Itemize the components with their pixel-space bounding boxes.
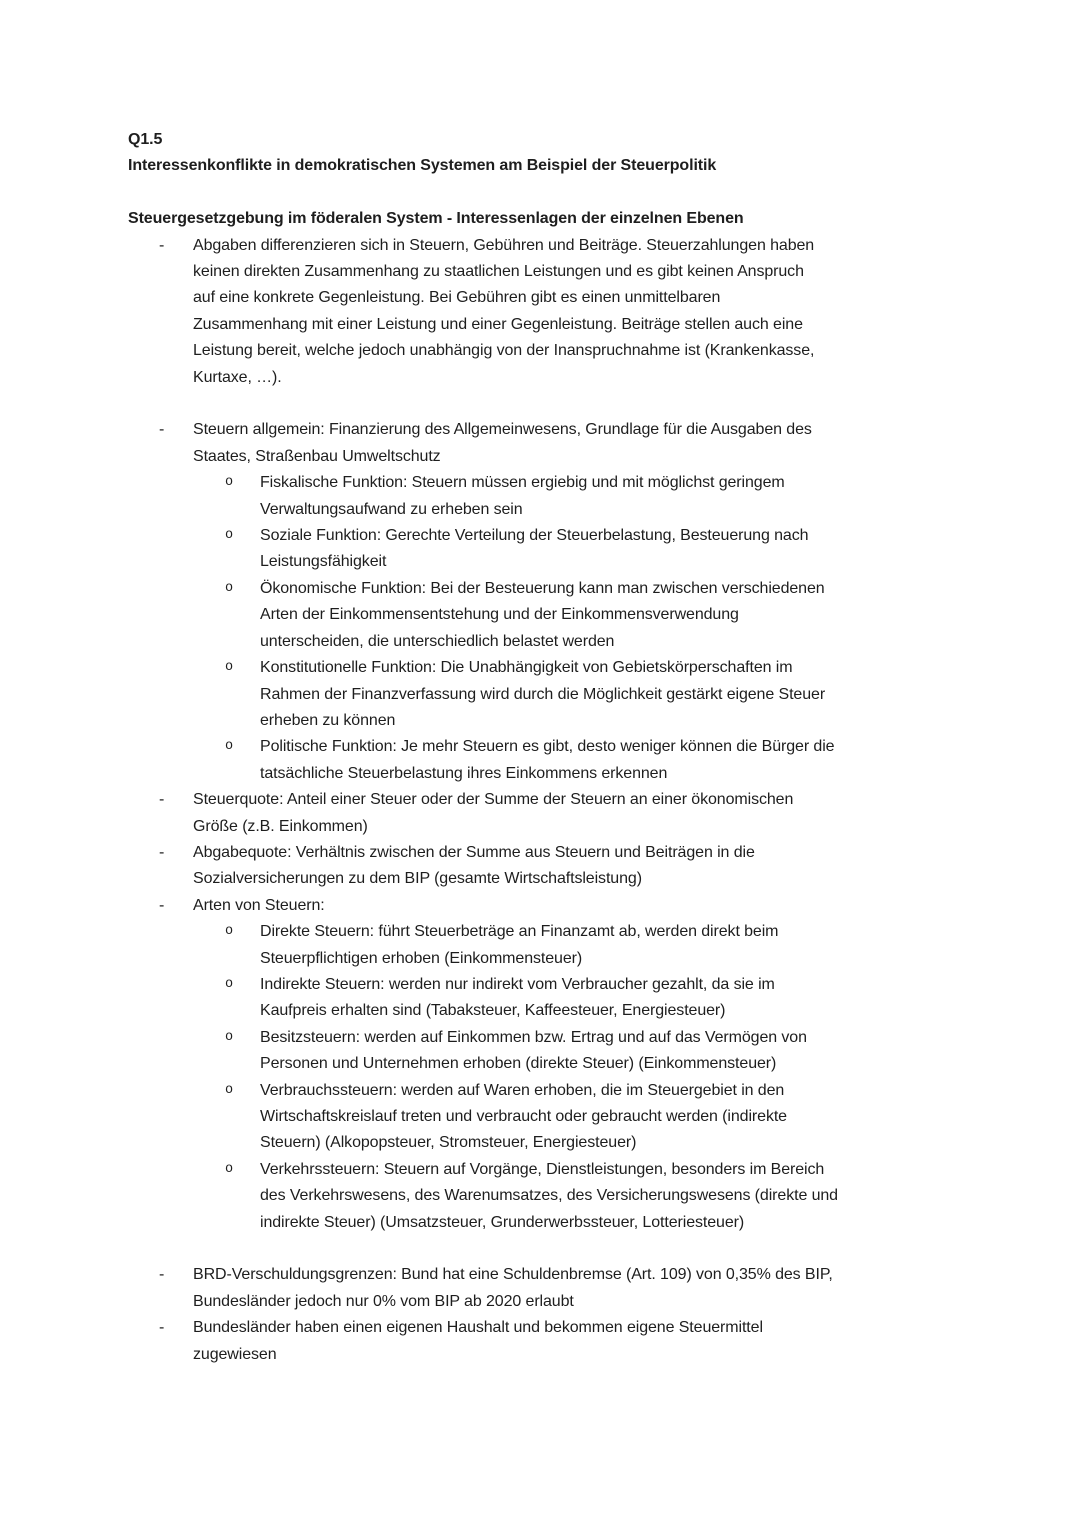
list-item — [128, 233, 960, 391]
text-line: erheben zu können — [260, 711, 396, 729]
circle-bullet-marker: o — [225, 924, 234, 940]
list-item — [128, 1078, 960, 1157]
blank-line — [128, 180, 960, 206]
bullet-list — [128, 233, 960, 1368]
text-line: unterscheiden, die unterschiedlich belastet werden — [260, 632, 615, 650]
text-line: Zusammenhang mit einer Leistung und einer Gegenleistung. Beiträge stellen auch eine — [193, 315, 803, 333]
circle-bullet-marker: o — [225, 739, 234, 755]
text-line: Verkehrssteuern: Steuern auf Vorgänge, Dienstleistungen, besonders im Bereich — [260, 1160, 825, 1178]
circle-bullet-marker: o — [225, 660, 234, 676]
text-line: Rahmen der Finanzverfassung wird durch die Möglichkeit gestärkt eigene Steuer — [260, 685, 826, 703]
text-line: Steuerquote: Anteil einer Steuer oder der Summe der Steuern an einer ökonomischen — [193, 791, 794, 809]
text-line: zugewiesen — [193, 1345, 277, 1363]
text-line: Besitzsteuern: werden auf Einkommen bzw. Ertrag und auf das Vermögen von — [260, 1028, 807, 1046]
text-line: Steuerpflichtigen erhoben (Einkommensteuer) — [260, 949, 583, 967]
circle-bullet-marker: o — [225, 528, 234, 544]
list-item — [128, 787, 960, 840]
text-line: keinen direkten Zusammenhang zu staatlichen Leistungen und es gibt keinen Anspruch — [193, 263, 804, 281]
list-item — [128, 576, 960, 655]
text-line: Personen und Unternehmen erhoben (direkte Steuer) (Einkommensteuer) — [260, 1055, 777, 1073]
text-line: tatsächliche Steuerbelastung ihres Einkommens erkennen — [260, 764, 668, 782]
list-item — [128, 840, 960, 893]
text-line: Sozialversicherungen zu dem BIP (gesamte Wirtschaftsleistung) — [193, 870, 642, 888]
circle-bullet-marker: o — [225, 976, 234, 992]
circle-bullet-marker: o — [225, 1029, 234, 1045]
text-line: Kaufpreis erhalten sind (Tabaksteuer, Kaffeesteuer, Energiesteuer) — [260, 1002, 726, 1020]
section-heading: Steuergesetzgebung im föderalen System - Interessenlagen der einzelnen Ebenen — [128, 210, 744, 228]
text-line: Leistungsfähigkeit — [260, 553, 387, 571]
text-line: des Verkehrswesens, des Warenumsatzes, des Versicherungswesens (direkte und — [260, 1187, 838, 1205]
text-line: Fiskalische Funktion: Steuern müssen ergiebig und mit möglichst geringem — [260, 474, 785, 492]
text-line: Arten der Einkommensentstehung und der Einkommensverwendung — [260, 606, 739, 624]
list-item — [128, 893, 960, 919]
text-line: Staates, Straßenbau Umweltschutz — [193, 447, 441, 465]
doc-title: Q1.5 — [128, 131, 163, 148]
text-line: Direkte Steuern: führt Steuerbeträge an Finanzamt ab, werden direkt beim — [260, 923, 779, 941]
dash-bullet-marker: - — [159, 791, 165, 809]
list-item — [128, 734, 960, 787]
list-item — [128, 1262, 960, 1315]
list-item — [128, 523, 960, 576]
dash-bullet-marker: - — [159, 236, 165, 254]
text-line: Abgaben differenzieren sich in Steuern, Gebühren und Beiträge. Steuerzahlungen haben — [193, 236, 815, 254]
text-line: Politische Funktion: Je mehr Steuern es gibt, desto weniger können die Bürger die — [260, 738, 835, 756]
text-line: Kurtaxe, …). — [193, 368, 282, 386]
text-line: Steuern allgemein: Finanzierung des Allgemeinwesens, Grundlage für die Ausgaben des — [193, 421, 812, 439]
text-line: Wirtschaftskreislauf treten und verbraucht oder gebraucht werden (indirekte — [260, 1108, 787, 1125]
doc-subtitle: Interessenkonflikte in demokratischen Systemen am Beispiel der Steuerpolitik — [128, 157, 717, 175]
text-line: Verbrauchssteuern: werden auf Waren erhoben, die im Steuergebiet in den — [260, 1081, 785, 1099]
text-line: Bundesländer haben einen eigenen Haushalt und bekommen eigene Steuermittel — [193, 1319, 763, 1337]
list-item — [128, 1157, 960, 1236]
text-line: auf eine konkrete Gegenleistung. Bei Gebühren gibt es einen unmittelbaren — [193, 289, 721, 307]
text-line: Bundesländer jedoch nur 0% vom BIP ab 2020 erlaubt — [193, 1292, 574, 1310]
text-line: indirekte Steuer) (Umsatzsteuer, Grunderwerbssteuer, Lotteriesteuer) — [260, 1213, 745, 1231]
blank-line — [128, 391, 960, 417]
text-line: Ökonomische Funktion: Bei der Besteuerung kann man zwischen verschiedenen — [260, 579, 825, 597]
circle-bullet-marker: o — [225, 580, 234, 596]
text-line: BRD-Verschuldungsgrenzen: Bund hat eine Schuldenbremse (Art. 109) von 0,35% des BIP, — [193, 1266, 833, 1284]
text-line: Steuern) (Alkopopsteuer, Stromsteuer, Energiesteuer) — [260, 1134, 637, 1152]
circle-bullet-marker: o — [225, 1082, 234, 1098]
text-line: Abgabequote: Verhältnis zwischen der Summe aus Steuern und Beiträgen in die — [193, 843, 755, 861]
dash-bullet-marker: - — [159, 896, 165, 914]
text-line: Arten von Steuern: — [193, 896, 325, 914]
text-line: Konstitutionelle Funktion: Die Unabhängigkeit von Gebietskörperschaften im — [260, 659, 793, 677]
list-item — [128, 1025, 960, 1078]
circle-bullet-marker: o — [225, 1161, 234, 1177]
list-item — [128, 919, 960, 972]
blank-line — [128, 1236, 960, 1262]
circle-bullet-marker: o — [225, 475, 234, 491]
list-item — [128, 470, 960, 523]
text-line: Größe (z.B. Einkommen) — [193, 817, 368, 835]
text-line: Soziale Funktion: Gerechte Verteilung der Steuerbelastung, Besteuerung nach — [260, 527, 809, 545]
dash-bullet-marker: - — [159, 1266, 165, 1284]
dash-bullet-marker: - — [159, 1319, 165, 1337]
text-line: Leistung bereit, welche jedoch unabhängig von der Inanspruchnahme ist (Krankenkasse, — [193, 342, 815, 360]
text-line: Verwaltungsaufwand zu erheben sein — [260, 500, 523, 518]
list-item — [128, 1315, 960, 1368]
list-item — [128, 655, 960, 734]
list-item — [128, 972, 960, 1025]
list-item — [128, 417, 960, 470]
dash-bullet-marker: - — [159, 843, 165, 861]
document-page — [128, 127, 960, 1368]
text-line: Indirekte Steuern: werden nur indirekt vom Verbraucher gezahlt, da sie im — [260, 975, 775, 993]
dash-bullet-marker: - — [159, 421, 165, 439]
